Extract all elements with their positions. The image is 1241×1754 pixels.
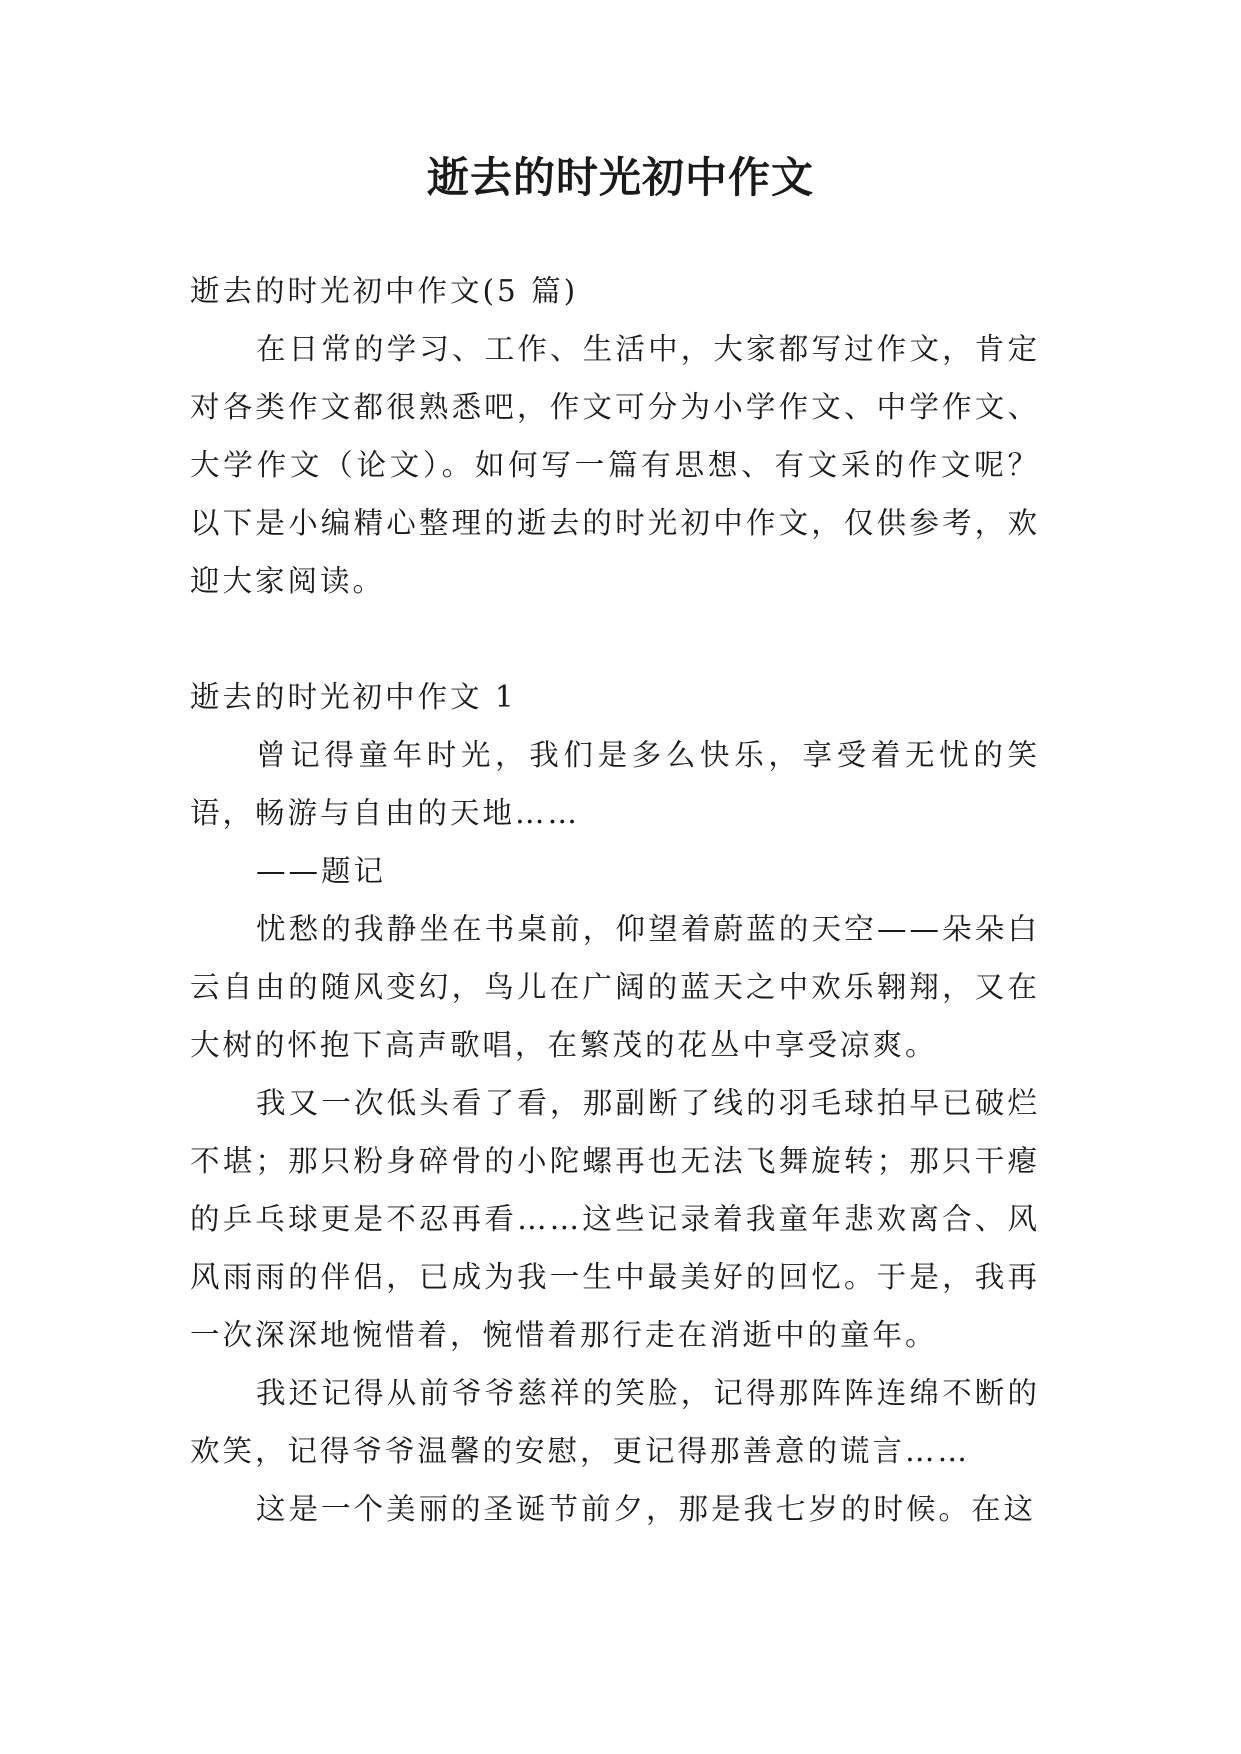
body-paragraph: 我又一次低头看了看，那副断了线的羽毛球拍早已破烂不堪；那只粉身碎骨的小陀螺再也无法飞舞旋转；那只干瘪的乒乓球更是不忍再看……这些记录着我童年悲欢离合、风风雨雨的伴侣，已成为我一生中最美好的回忆。于是，我再一次深深地惋惜着，惋惜着那行走在消逝中的童年。 <box>190 1086 1040 1352</box>
section-heading: 逝去的时光初中作文(5 篇) <box>190 274 579 308</box>
section-spacer <box>190 610 1040 668</box>
section-heading: 逝去的时光初中作文 1 <box>190 680 517 714</box>
body-paragraph: 忧愁的我静坐在书桌前，仰望着蔚蓝的天空——朵朵白云自由的随风变幻，鸟儿在广阔的蓝天之中欢乐翱翔，又在大树的怀抱下高声歌唱，在繁茂的花丛中享受凉爽。 <box>190 912 1040 1062</box>
body-paragraph: 曾记得童年时光，我们是多么快乐，享受着无忧的笑语，畅游与自由的天地…… <box>190 738 1040 830</box>
body-paragraph: 我还记得从前爷爷慈祥的笑脸，记得那阵阵连绵不断的欢笑，记得爷爷温馨的安慰，更记得那善意的谎言…… <box>190 1376 1040 1468</box>
document-title: 逝去的时光初中作文 <box>426 153 814 202</box>
document-body <box>190 262 1040 1538</box>
body-paragraph: 在日常的学习、工作、生活中，大家都写过作文，肯定对各类作文都很熟悉吧，作文可分为小学作文、中学作文、大学作文（论文）。如何写一篇有思想、有文采的作文呢？以下是小编精心整理的逝去的时光初中作文，仅供参考，欢迎大家阅读。 <box>190 332 1040 598</box>
epigraph-attribution: ——题记 <box>256 854 387 888</box>
body-paragraph: 这是一个美丽的圣诞节前夕，那是我七岁的时候。在这 <box>256 1492 1037 1526</box>
